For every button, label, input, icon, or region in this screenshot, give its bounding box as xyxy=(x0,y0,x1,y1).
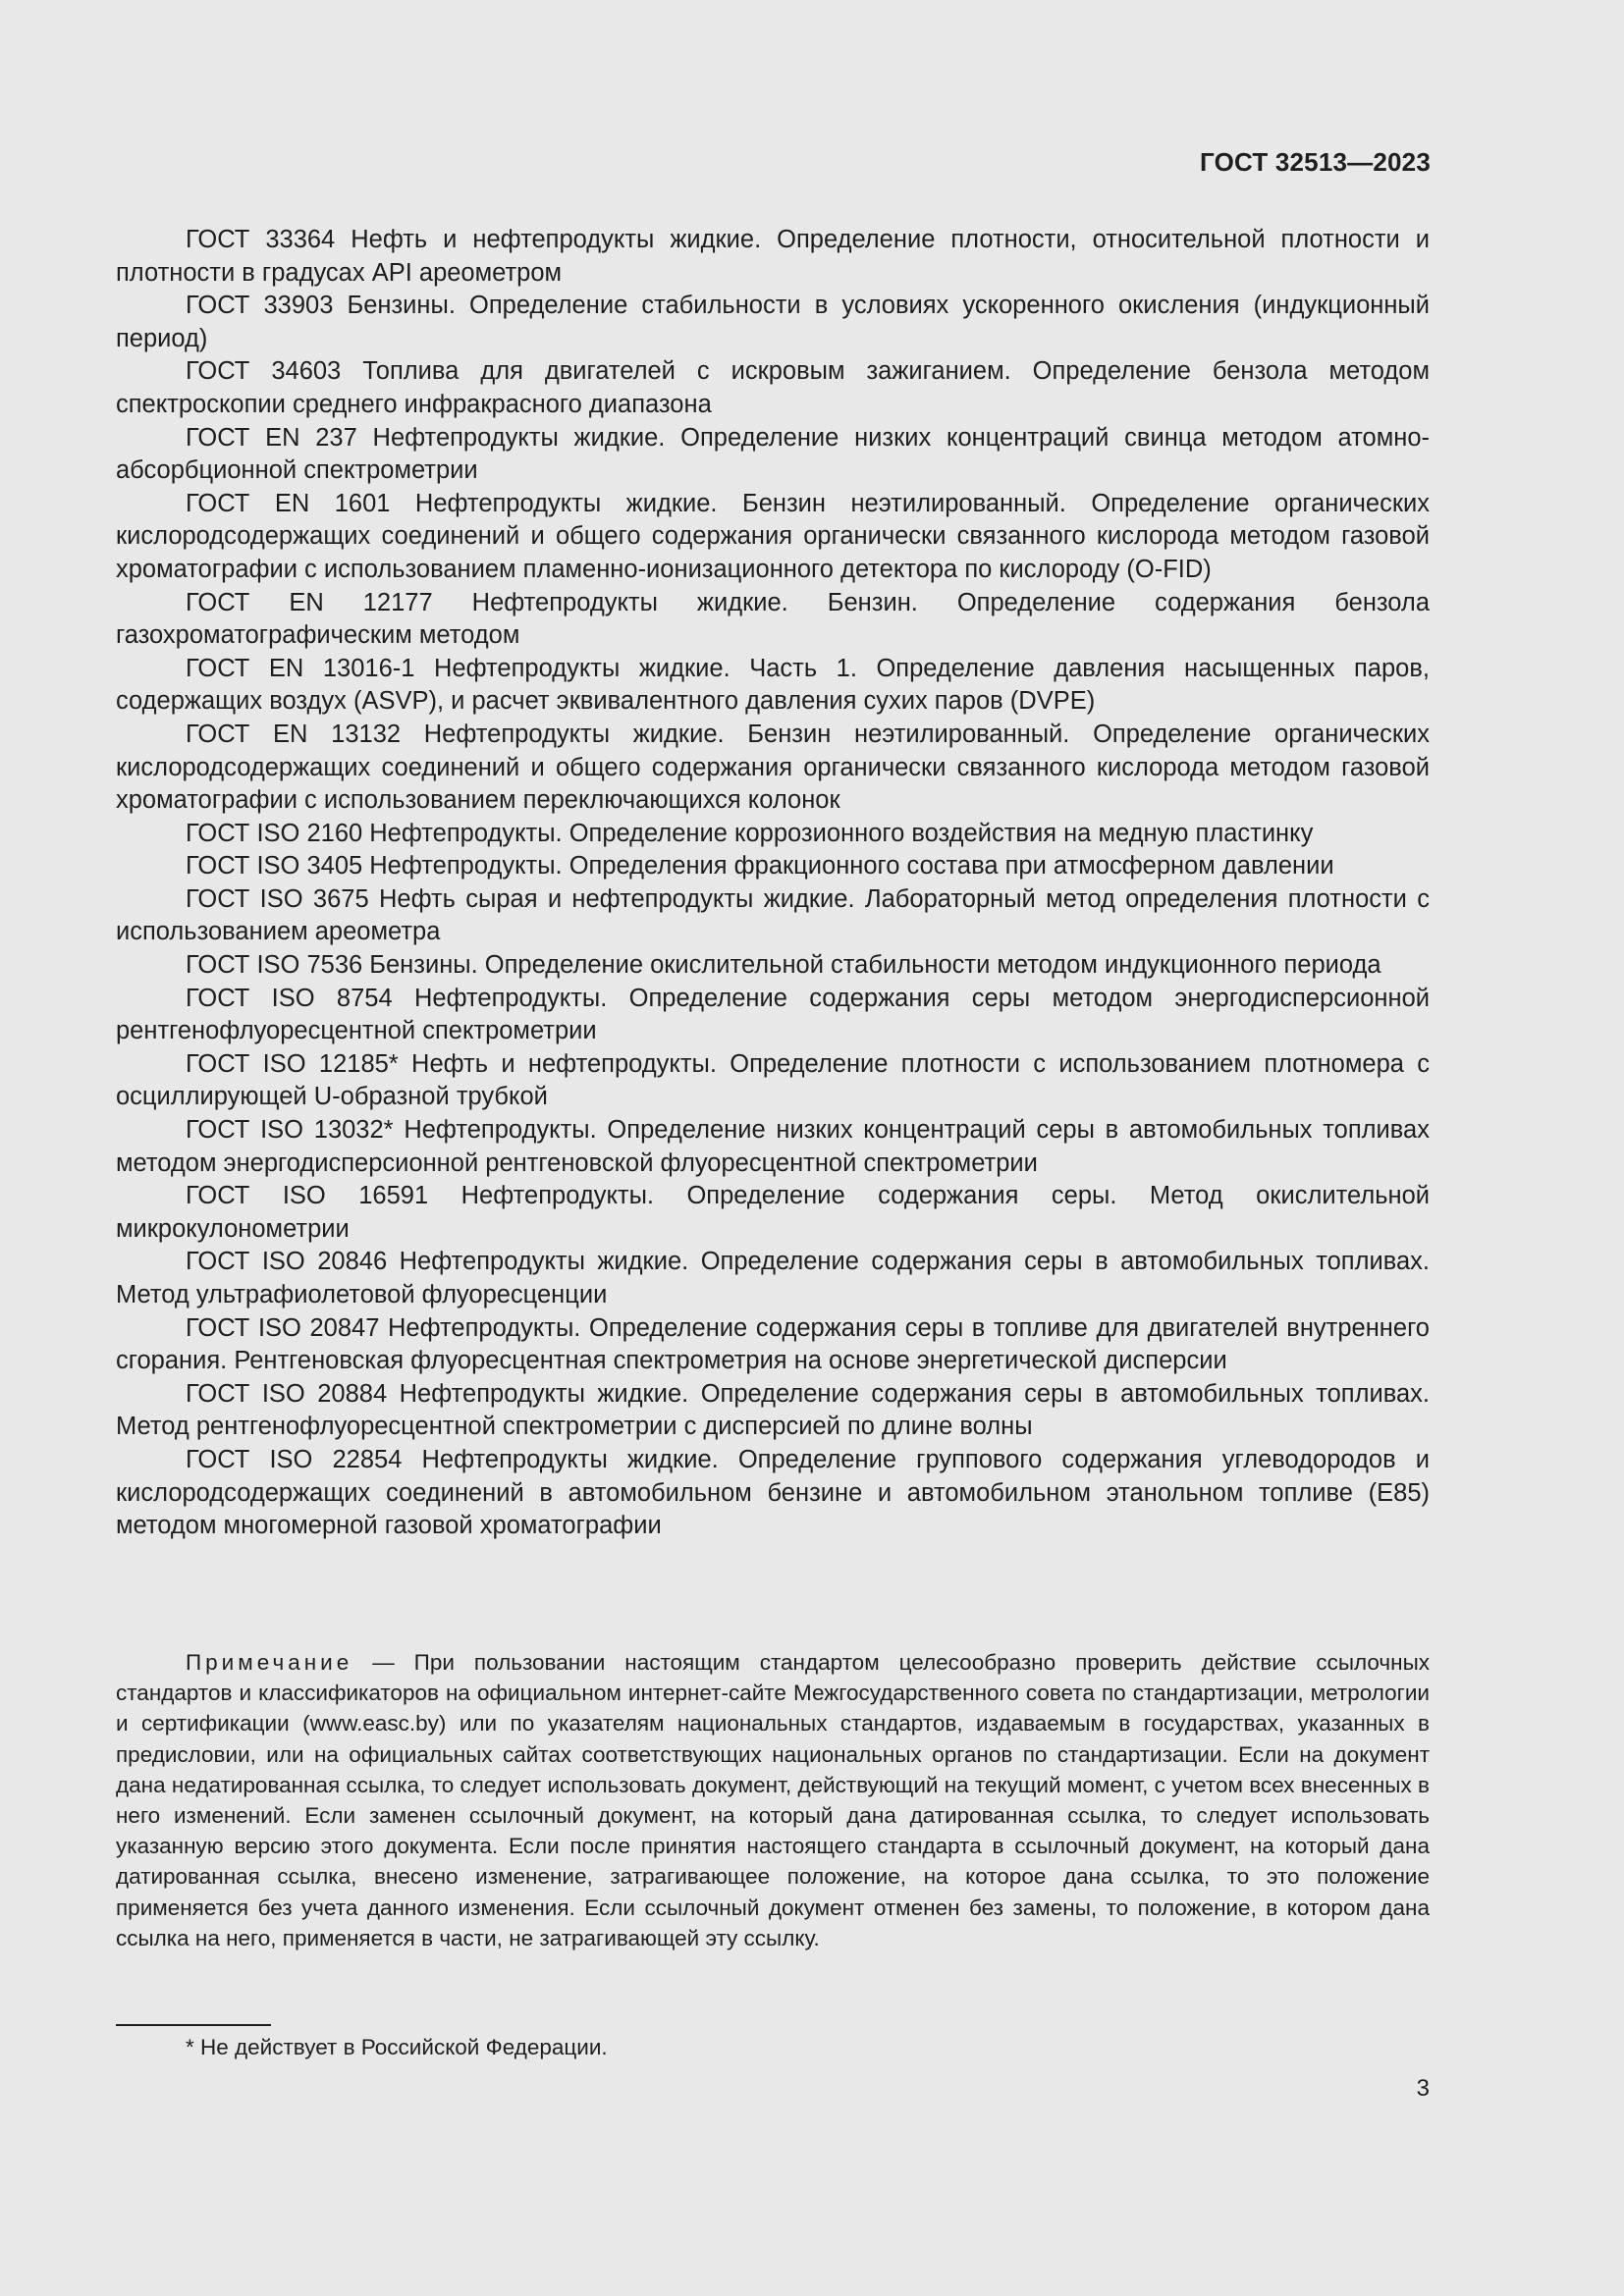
normative-references-list xyxy=(116,224,1430,1543)
footnote-divider xyxy=(116,2024,271,2026)
note-text: — При пользовании настоящим стандартом целесообразно проверить действие ссылочных стандартов и классификаторов на официальном интернет-сайте Межгосударственного совета по стандартизации, метрологии и сертификации (www.easc.by) или по указателям национальных стандартов, издаваемым в государствах, указанных в предисловии, или на официальных сайтах соответствующих национальных органов по стандартизации. Если на документ дана недатированная ссылка, то следует использовать документ, действующий на текущий момент, с учетом всех внесенных в него изменений. Если заменен ссылочный документ, на который дана датированная ссылка, то следует использовать указанную версию этого документа. Если после принятия настоящего стандарта в ссылочный документ, на который дана датированная ссылка, внесено изменение, затрагивающее положение, на которое дана ссылка, то это положение применяется без учета данного изменения. Если ссылочный документ отменен без замены, то положение, в котором дана ссылка на него, применяется в части, не затрагивающей эту ссылку. xyxy=(116,1650,1430,1950)
reference-item: ГОСТ ISO 3405 Нефтепродукты. Определения фракционного состава при атмосферном давлении xyxy=(186,852,1334,881)
reference-item: ГОСТ 33903 Бензины. Определение стабильности в условиях ускоренного окисления (индукционный период) xyxy=(116,292,1430,352)
reference-item: ГОСТ ISO 7536 Бензины. Определение окислительной стабильности методом индукционного периода xyxy=(186,951,1381,980)
page-number: 3 xyxy=(1416,2075,1430,2102)
reference-item: ГОСТ EN 237 Нефтепродукты жидкие. Определение низких концентраций свинца методом атомно-абсорбционной спектрометрии xyxy=(116,423,1430,485)
reference-item: ГОСТ ISO 12185* Нефть и нефтепродукты. Определение плотности с использованием плотномера с осциллирующей U-образной трубкой xyxy=(116,1049,1430,1111)
reference-item: ГОСТ EN 1601 Нефтепродукты жидкие. Бензин неэтилированный. Определение органических кислородсодержащих соединений и общего содержания органически связанного кислорода методом газовой хроматографии с использованием пламенно-ионизационного детектора по кислороду (O-FID) xyxy=(116,489,1430,583)
reference-item: ГОСТ ISO 2160 Нефтепродукты. Определение коррозионного воздействия на медную пластинку xyxy=(186,819,1314,847)
document-header: ГОСТ 32513—2023 xyxy=(1200,147,1431,177)
reference-item: ГОСТ ISO 16591 Нефтепродукты. Определение содержания серы. Метод окислительной микрокулонометрии xyxy=(116,1182,1430,1243)
reference-item: ГОСТ ISO 20884 Нефтепродукты жидкие. Определение содержания серы в автомобильных топливах. Метод рентгенофлуоресцентной спектрометрии с дисперсией по длине волны xyxy=(116,1379,1430,1441)
note-paragraph xyxy=(116,1647,1430,1953)
reference-item: ГОСТ ISO 20846 Нефтепродукты жидкие. Определение содержания серы в автомобильных топливах. Метод ультрафиолетовой флуоресценции xyxy=(116,1248,1430,1308)
reference-item: ГОСТ ISO 8754 Нефтепродукты. Определение содержания серы методом энергодисперсионной рентгенофлуоресцентной спектрометрии xyxy=(116,984,1430,1045)
reference-item: ГОСТ 33364 Нефть и нефтепродукты жидкие. Определение плотности, относительной плотности и плотности в градусах API ареометром xyxy=(116,226,1430,287)
reference-item: ГОСТ ISO 20847 Нефтепродукты. Определение содержания серы в топливе для двигателей внутреннего сгорания. Рентгеновская флуоресцентная спектрометрия на основе энергетической дисперсии xyxy=(116,1313,1430,1375)
reference-item: ГОСТ ISO 3675 Нефть сырая и нефтепродукты жидкие. Лабораторный метод определения плотности с использованием ареометра xyxy=(116,884,1430,946)
reference-item: ГОСТ ISO 13032* Нефтепродукты. Определение низких концентраций серы в автомобильных топливах методом энергодисперсионной рентгеновской флуоресцентной спектрометрии xyxy=(116,1116,1430,1177)
reference-item: ГОСТ EN 13016-1 Нефтепродукты жидкие. Часть 1. Определение давления насыщенных паров, содержащих воздух (ASVP), и расчет эквивалентного давления сухих паров (DVPE) xyxy=(116,654,1430,716)
reference-item: ГОСТ EN 13132 Нефтепродукты жидкие. Бензин неэтилированный. Определение органических кислородсодержащих соединений и общего содержания органически связанного кислорода методом газовой хроматографии с использованием переключающихся колонок xyxy=(116,720,1430,815)
reference-item: ГОСТ 34603 Топлива для двигателей с искровым зажиганием. Определение бензола методом спектроскопии среднего инфракрасного диапазона xyxy=(116,357,1430,418)
reference-item: ГОСТ EN 12177 Нефтепродукты жидкие. Бензин. Определение содержания бензола газохроматографическим методом xyxy=(116,588,1430,650)
reference-item: ГОСТ ISO 22854 Нефтепродукты жидкие. Определение группового содержания углеводородов и кислородсодержащих соединений в автомобильном бензине и автомобильном этанольном топливе (E85) методом многомерной газовой хроматографии xyxy=(116,1445,1430,1540)
note-label: Примечание xyxy=(186,1650,353,1675)
footnote: * Не действует в Российской Федерации. xyxy=(186,2035,608,2059)
